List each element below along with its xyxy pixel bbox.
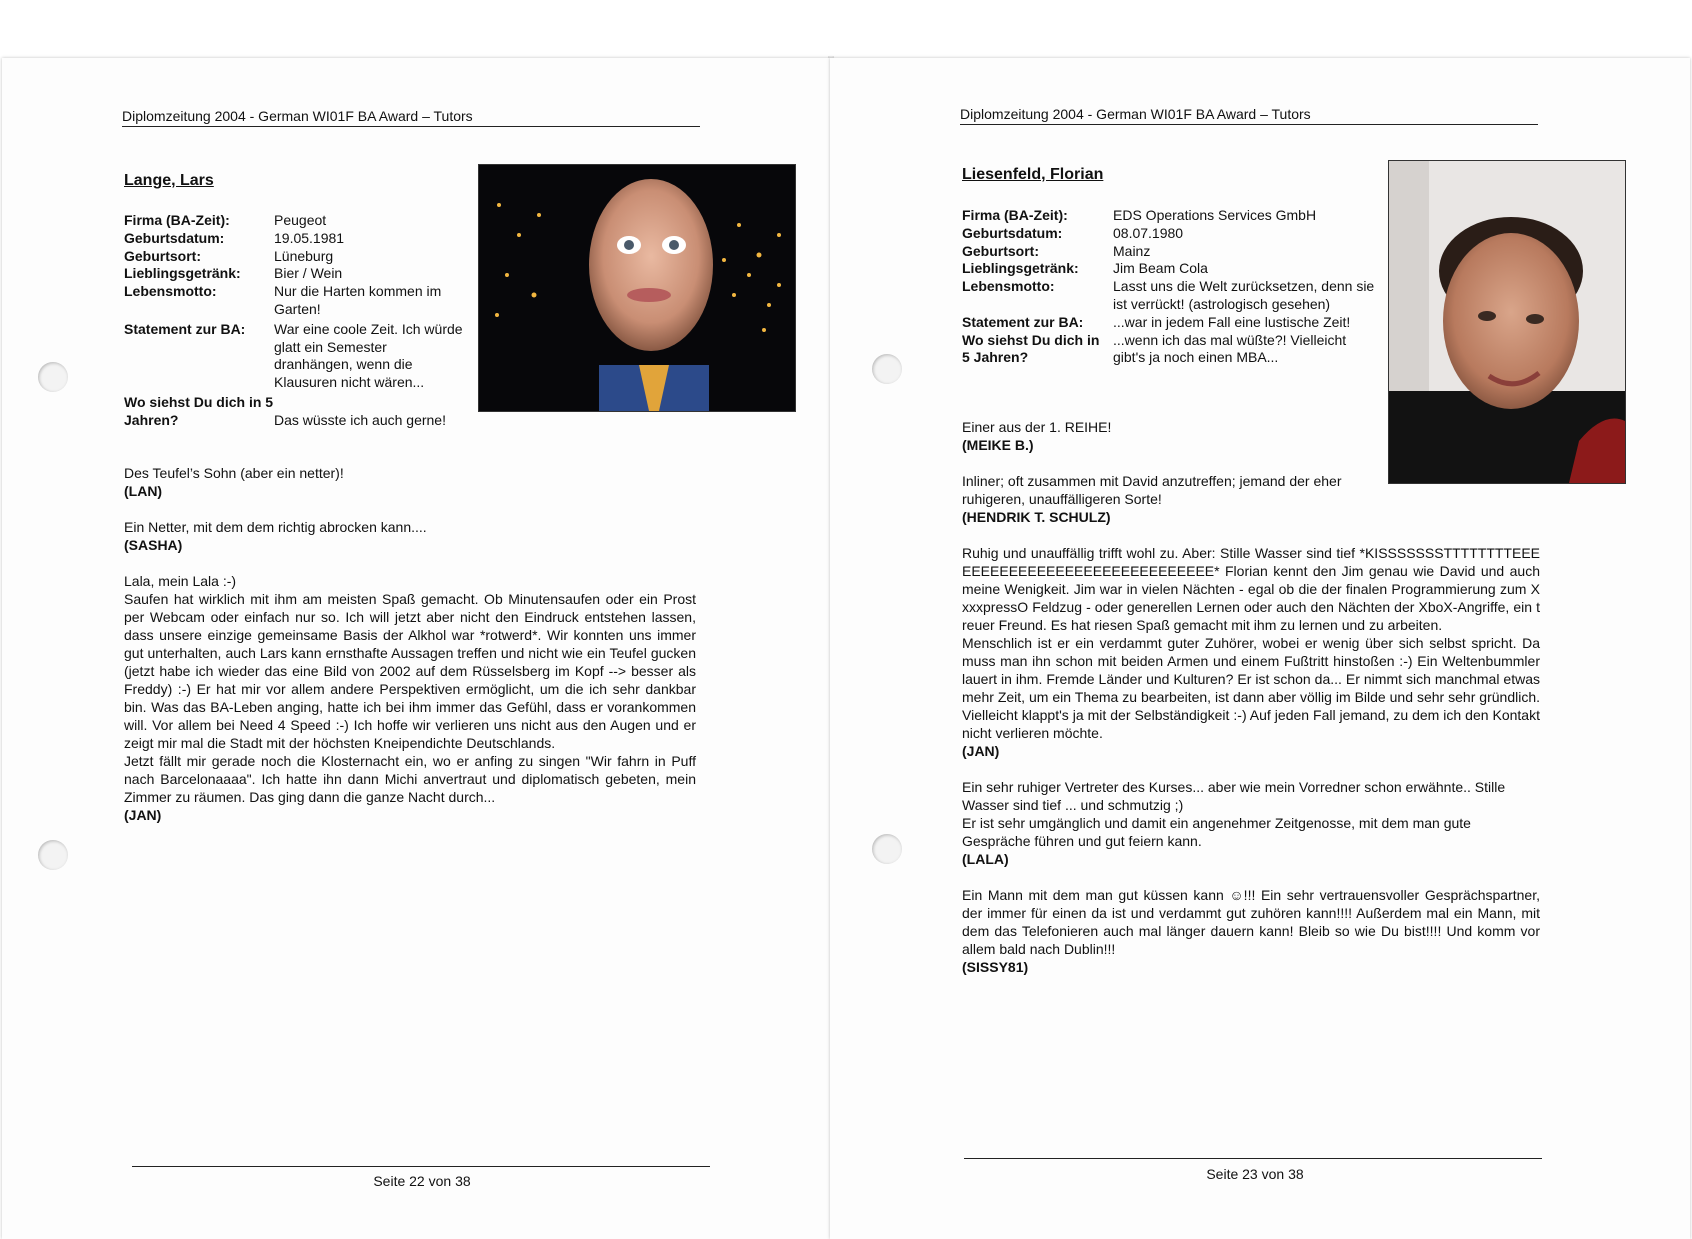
comment-text: Ein sehr ruhiger Vertreter des Kurses... aber wie mein Vorredner schon erwähnte.. Stille Wasser sind tief ... und schmutzig ;) [962,779,1506,813]
comments-section [124,464,696,842]
profile-facts [124,212,469,430]
punch-hole [38,840,68,870]
comment-signature: (JAN) [124,807,162,823]
fact-label: Lebensmotto: [124,283,217,300]
comment-signature: (JAN) [962,743,1000,759]
comment-text: Jetzt fällt mir gerade noch die Klosternacht ein, wo er anfing zu singen "Wir fahrn in Puff nach Barcelonaaaa". Ich hatte ihn dann Michi anvertraut und diplomatisch gebeten, mein Zimmer zu räumen. Das ging dann die ganze Nacht durch... [124,753,696,805]
fact-value: Peugeot [274,212,327,228]
fact-row [962,314,1382,332]
comment-signature: (MEIKE B.) [962,437,1034,453]
fact-row [124,321,469,392]
fact-label: Wo siehst Du dich in 5 Jahren? [962,331,1100,366]
fact-value: ...war in jedem Fall eine lustische Zeit! [1113,313,1351,330]
profile-name: Lange, Lars [124,172,214,189]
comment-text: Einer aus der 1. REIHE! [962,419,1112,435]
fact-row [124,394,469,430]
comment [124,518,696,554]
portrait-image [479,165,795,411]
fact-label: Geburtsort: [124,247,201,264]
fact-label: Geburtsdatum: [124,229,225,246]
comment [962,544,1540,760]
comment-text: Menschlich ist er ein verdammt guter Zuhörer, wobei er wenig über sich selbst spricht. Da muss man ihn schon mit beiden Armen und einem Fußtritt hinstoßen :-) Ein Weltenbummler lauert in ihm. Fremde Länder und Kulturen? Er ist schon da... Er nimmt sich manchmal etwas mehr Zeit, um ein Thema zu bearbeiten, ist dann aber völlig im Bilde und sehr sehr gründlich. Vielleicht klappt's ja mit der Selbständigkeit :-) Auf jeden Fall jemand, zu dem ich den Kontakt nicht verlieren möchte. [962,635,1540,741]
right-page [830,58,1690,1239]
fact-value: Bier / Wein [274,265,343,282]
comment-text: Ein Netter, mit dem dem richtig abrocken kann.... [124,519,427,535]
fact-label: Statement zur BA: [124,320,246,337]
left-page [2,58,832,1239]
comment-text: Ein Mann mit dem man gut küssen kann ☺!!! Ein sehr vertrauensvoller Gesprächspartner, der immer für einen da ist und verdammt gut zuhören kann!!!! Außerdem mal ein Mann, mit dem das Telefonieren auch mal länger dauern kann! Bleib so wie Du bist!!!! Und komm vor allem bald nach Dublin!!! [962,887,1540,957]
fact-row [962,260,1382,278]
fact-value: War eine coole Zeit. Ich würde glatt ein Semester dranhängen, wenn die Klausuren nicht wären... [274,320,463,391]
fact-value: ...wenn ich das mal wüßte?! Vielleicht gibt's ja noch einen MBA... [1113,331,1347,366]
fact-value: Das wüsste ich auch gerne! [274,411,446,428]
comment-signature: (LALA) [962,851,1009,867]
footer-rule [964,1158,1542,1159]
footer-rule [132,1166,710,1167]
comment-signature: (SASHA) [124,537,183,553]
comment-signature: (SISSY81) [962,959,1029,975]
fact-value: Lüneburg [274,247,334,264]
fact-row [124,265,469,283]
profile-name: Liesenfeld, Florian [962,166,1104,183]
fact-value: EDS Operations Services GmbH [1113,207,1317,223]
fact-row [962,278,1382,314]
page-header: Diplomzeitung 2004 - German WI01F BA Award – Tutors [960,106,1538,125]
fact-label: Firma (BA-Zeit): [962,207,1068,223]
fact-label: Geburtsort: [962,242,1039,259]
punch-hole [38,362,68,392]
comment-text: Des Teufel’s Sohn (aber ein netter)! [124,465,344,481]
page-number: Seite 23 von 38 [1206,1166,1304,1182]
fact-value: Mainz [1113,242,1151,259]
punch-hole [872,354,902,384]
fact-label: Lieblingsgetränk: [124,265,241,282]
fact-row [962,207,1382,225]
comments-section [962,418,1540,994]
fact-row [962,225,1382,243]
fact-row [124,212,469,230]
fact-label: Firma (BA-Zeit): [124,212,230,228]
comment-text: Er ist sehr umgänglich und damit ein angenehmer Zeitgenosse, mit dem man gute Gespräche führen und gut feiern kann. [962,815,1471,849]
fact-row [124,230,469,248]
comment [124,572,696,824]
comment-signature: (HENDRIK T. SCHULZ) [962,509,1111,525]
fact-label: Wo siehst Du dich in 5 Jahren? [124,393,274,428]
comment [124,464,696,500]
comment [962,472,1342,526]
page-header: Diplomzeitung 2004 - German WI01F BA Award – Tutors [122,108,700,127]
profile-facts [962,207,1382,367]
fact-row [124,283,469,319]
comment-text: Ruhig und unauffällig trifft wohl zu. Aber: Stille Wasser sind tief *KISSSSSSSTTTTTTTTEEEEEEEEEEEEEEEEEEEEEEEEEEEEEE* Florian kennt den Jim genau wie David und auch meine Wenigkeit. Jim war in vielen Nächten - egal ob die der finalen Programmierung zum XxxxpressO Feldzug - oder generellen Lernen oder auch den Nächten der XboX-Angriffe, ein treuer Freund. Es hat riesen Spaß gemacht mit ihm zu lernen und zu arbeiten. [962,545,1540,633]
page-number: Seite 22 von 38 [373,1173,471,1189]
comment [962,418,1540,454]
fact-label: Lieblingsgetränk: [962,260,1079,277]
fact-value: Jim Beam Cola [1113,260,1208,277]
fact-label: Geburtsdatum: [962,224,1063,241]
punch-hole [872,834,902,864]
comment-text: Inliner; oft zusammen mit David anzutreffen; jemand der eher ruhigeren, unauffälligeren Sorte! [962,473,1342,507]
comment [962,886,1540,976]
profile-photo [478,164,796,412]
fact-value: Nur die Harten kommen im Garten! [274,283,442,317]
fact-value: 19.05.1981 [274,229,345,246]
comment-signature: (LAN) [124,483,163,499]
comment-text: Saufen hat wirklich mit ihm am meisten Spaß gemacht. Ob Minutensaufen oder ein Prost per Webcam oder einfach nur so. Ich will jetzt aber nicht den Eindruck entstehen lassen, dass unsere einzige gemeinsame Basis der Alkhol war *rotwerd*. Wir konnten uns immer gut unterhalten, auch Lars kann ernsthafte Aussagen treffen und nicht wie ein Teufel gucken (jetzt habe ich wieder das eine Bild von 2002 auf dem Rüsselsberg im Kopf --> besser als Freddy) :-) Er hat mir vor allem andere Perspektiven ermöglicht, um die ich sehr dankbar bin. Was das BA-Leben anging, hatte ich bei ihm immer das Gefühl, dass er vorankommen will. Vor allem bei Need 4 Speed :-) Ich hoffe wir verlieren uns nicht aus den Augen und er zeigt mir mal die Stadt mit der höchsten Kneipendichte Deutschlands. [124,591,696,751]
fact-label: Lebensmotto: [962,278,1055,295]
fact-row [124,248,469,266]
fact-label: Statement zur BA: [962,313,1084,330]
comment-text: Lala, mein Lala :-) [124,573,237,589]
comment [962,778,1540,868]
fact-value: 08.07.1980 [1113,224,1184,241]
fact-row [962,332,1382,368]
fact-row [962,243,1382,261]
fact-value: Lasst uns die Welt zurücksetzen, denn sie ist verrückt! (astrologisch gesehen) [1113,278,1375,312]
